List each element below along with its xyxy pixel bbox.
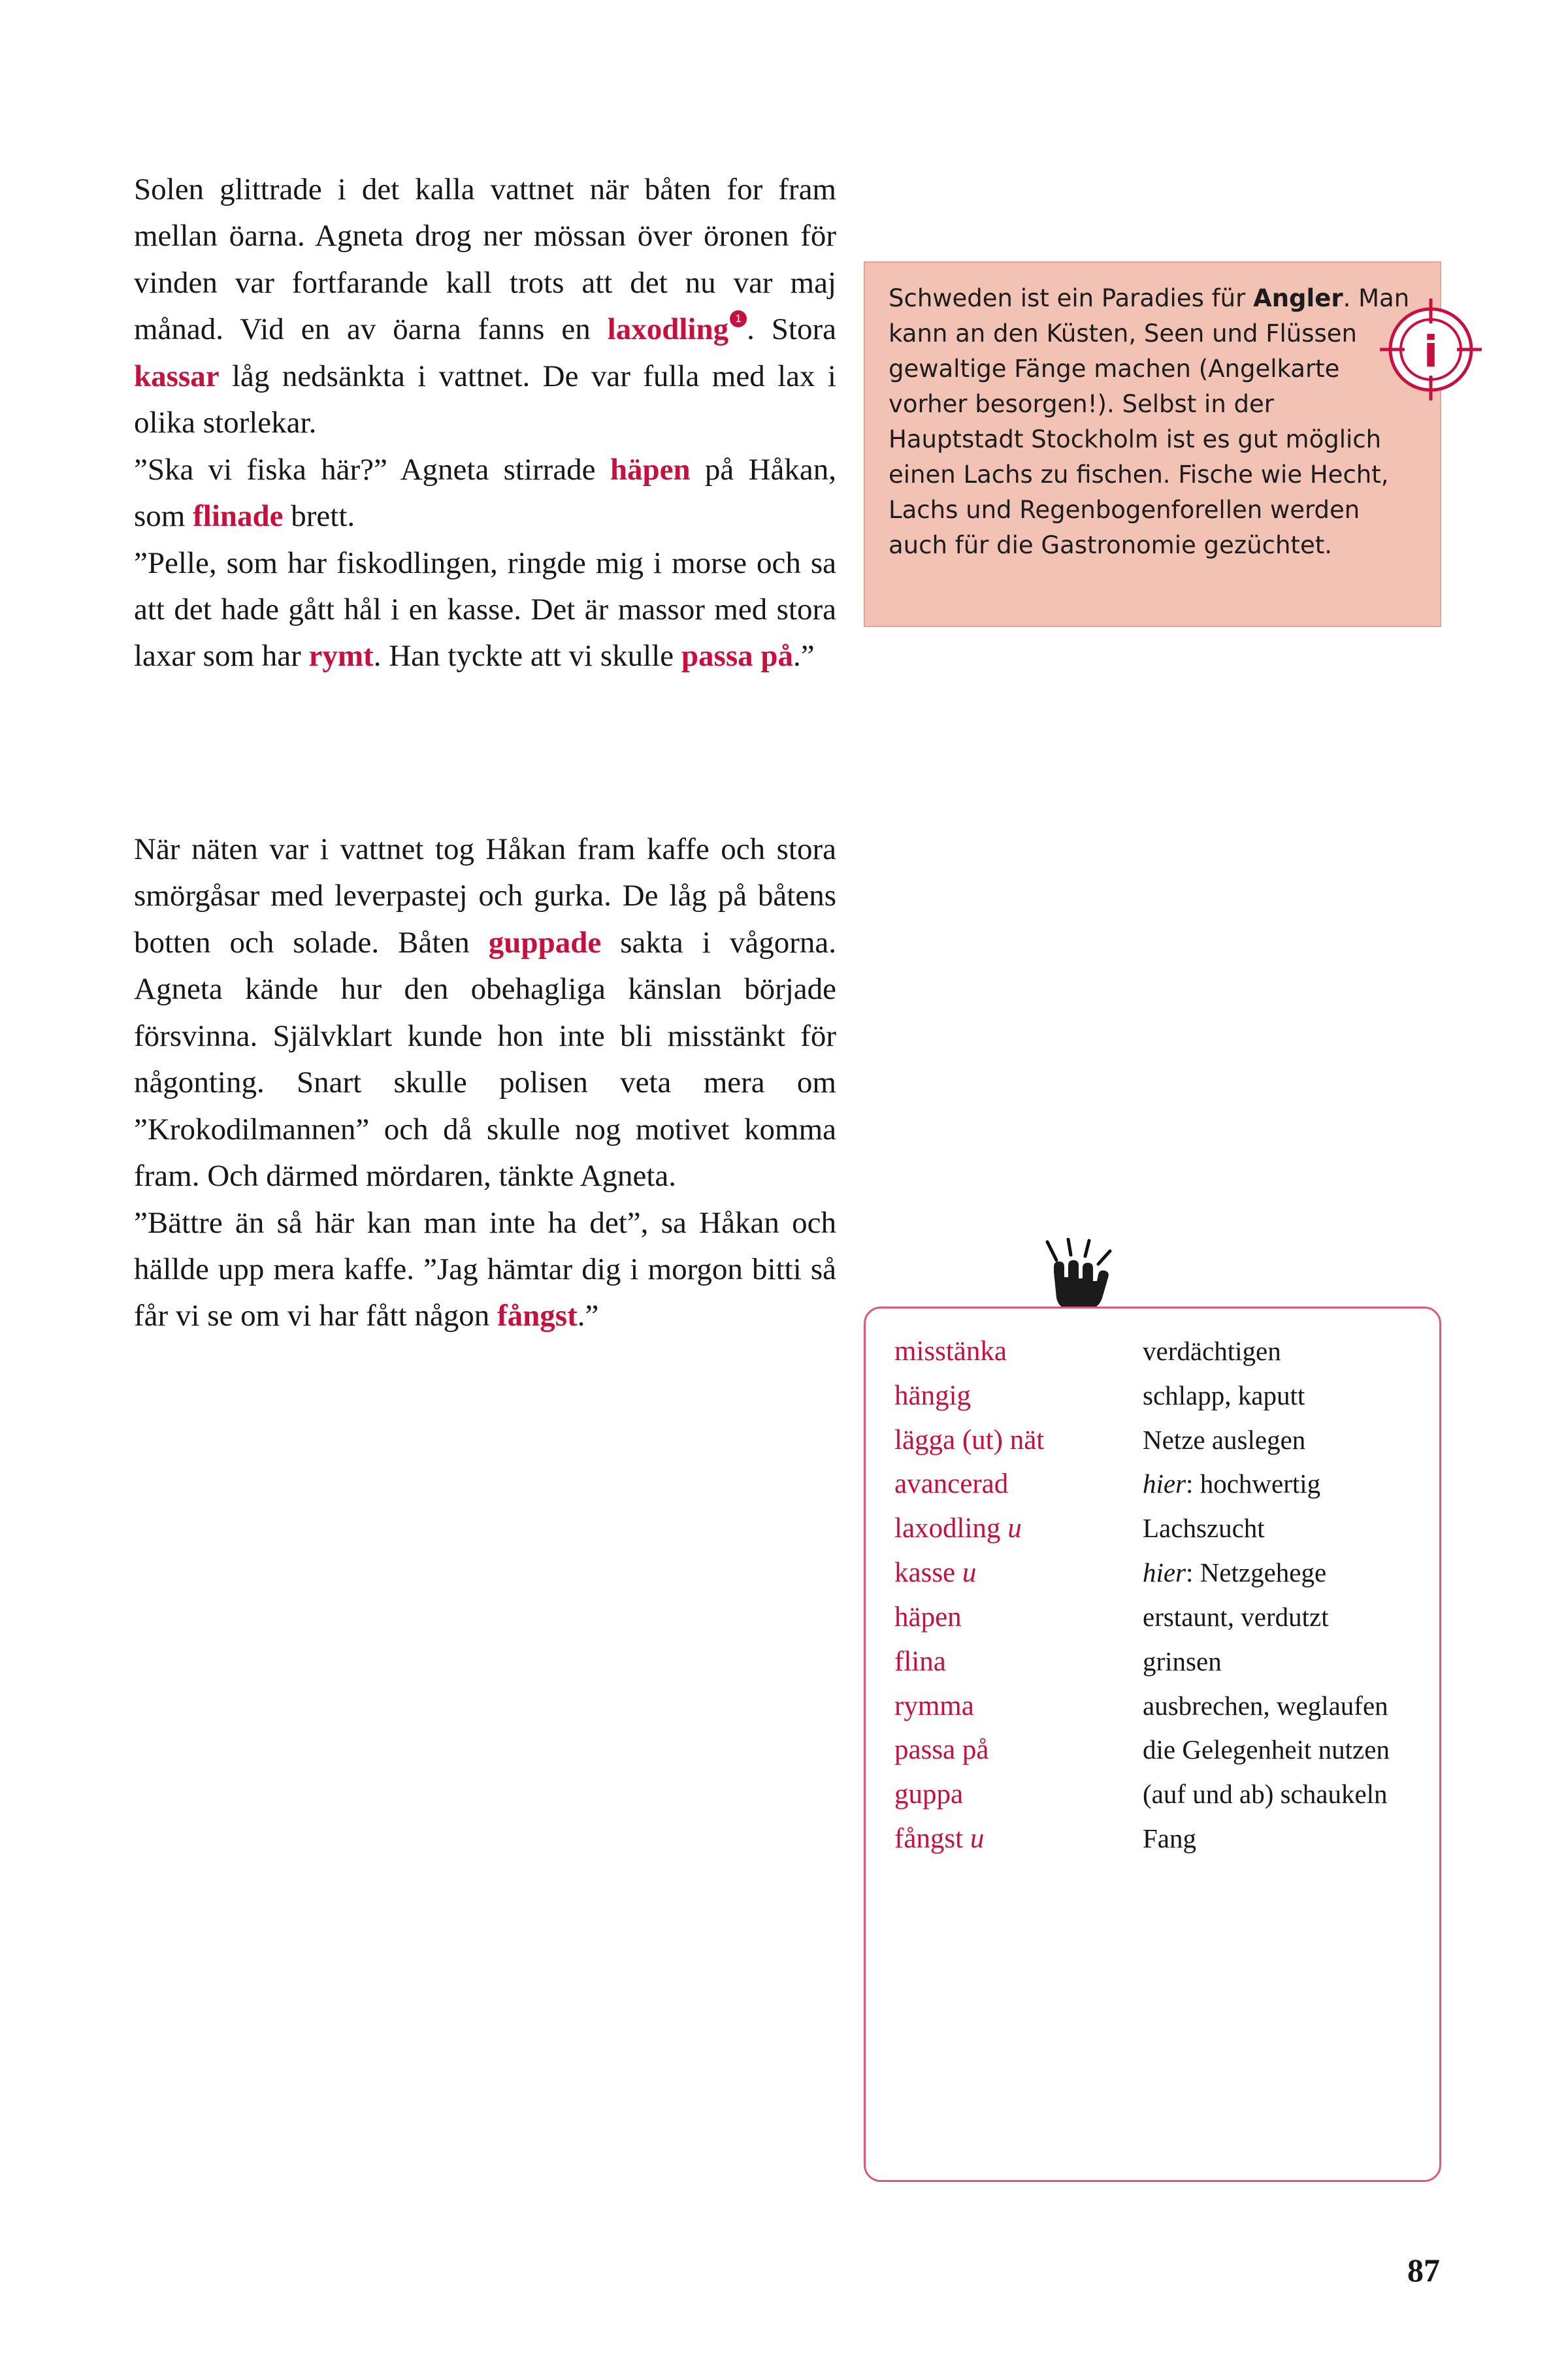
glossary-row bbox=[894, 1822, 1417, 1855]
glossary-term: guppa bbox=[894, 1779, 964, 1810]
glossary-row bbox=[894, 1379, 1417, 1412]
glossary-translation: erstaunt, verdutzt bbox=[1143, 1601, 1329, 1632]
hand-icon bbox=[1042, 1238, 1127, 1316]
info-box-segment-1: Angler bbox=[1253, 284, 1343, 312]
glossary-row bbox=[894, 1512, 1417, 1545]
glossary-translation: verdächtigen bbox=[1143, 1336, 1281, 1366]
paragraph-1-text-a: Solen glittrade i det kalla vattnet när båten for fram mellan öarna. Agneta drog ner mössan över öronen för vinden var fortfarande kall trots att det nu var maj månad. Vid en av öarna fanns en bbox=[134, 172, 836, 347]
glossary-list bbox=[894, 1335, 1417, 1855]
glossary-translation: Fang bbox=[1143, 1823, 1196, 1854]
paragraph-5-text-a: ”Bättre än så här kan man inte ha det”, sa Håkan och hällde upp mera kaffe. ”Jag hämtar dig i morgon bitti så får vi se om vi har fått någon bbox=[134, 1205, 836, 1333]
glossary-translation: die Gelegenheit nutzen bbox=[1143, 1734, 1390, 1765]
glossary-row bbox=[894, 1601, 1417, 1634]
page-number: 87 bbox=[1407, 2252, 1440, 2288]
glossary-row bbox=[894, 1335, 1417, 1368]
glossary-translation: Lachszucht bbox=[1143, 1513, 1265, 1544]
info-box-text bbox=[889, 284, 1409, 559]
glossary-term: avancerad bbox=[894, 1469, 1009, 1500]
glossary-term: passa på bbox=[894, 1734, 989, 1766]
paragraph-3-text-b: . Han tyckte att vi skulle bbox=[373, 639, 681, 674]
glossary-translation: hier: Netzgehege bbox=[1143, 1557, 1327, 1588]
keyword-flinade: flinade bbox=[193, 499, 284, 534]
paragraph-2-text-a: ”Ska vi fiska här?” Agneta stirrade bbox=[134, 452, 610, 487]
glossary-translation: hier: hochwertig bbox=[1143, 1469, 1321, 1499]
glossary-term: flina bbox=[894, 1646, 946, 1677]
glossary-translation: Netze auslegen bbox=[1143, 1424, 1306, 1455]
glossary-row bbox=[894, 1645, 1417, 1678]
glossary-term: rymma bbox=[894, 1690, 974, 1721]
glossary-row bbox=[894, 1467, 1417, 1501]
glossary-row bbox=[894, 1423, 1417, 1457]
paragraph-3-text-c: .” bbox=[793, 639, 815, 674]
glossary-term: fångst u bbox=[894, 1823, 985, 1855]
keyword-kassar: kassar bbox=[134, 359, 220, 393]
paragraph-2-text-c: brett. bbox=[283, 499, 355, 534]
glossary-term: häpen bbox=[894, 1601, 962, 1633]
glossary-row bbox=[894, 1733, 1417, 1766]
paragraph-3-text-a: ”Pelle, som har fiskodlingen, ringde mig i morse och sa att det hade gått hål i en kasse. Det är massor med stora laxar som har bbox=[134, 545, 836, 674]
keyword-hapen: häpen bbox=[610, 452, 691, 487]
glossary-translation: ausbrechen, weglaufen bbox=[1143, 1690, 1388, 1721]
glossary-term: misstänka bbox=[894, 1336, 1007, 1367]
glossary-translation: grinsen bbox=[1143, 1646, 1222, 1676]
glossary-row bbox=[894, 1689, 1417, 1723]
glossary-term: hängig bbox=[894, 1380, 972, 1411]
paragraph-5-text-b: .” bbox=[577, 1299, 599, 1333]
paragraph-1-text-b: . Stora bbox=[747, 312, 836, 347]
glossary-row bbox=[894, 1556, 1417, 1589]
glossary-translation: schlapp, kaputt bbox=[1143, 1380, 1305, 1410]
paragraph-4-text-a: När näten var i vattnet tog Håkan fram kaffe och stora smörgåsar med leverpastej och gurka. De låg på båtens botten och solade. Båten bbox=[134, 832, 836, 960]
paragraph-2-text-b: på Håkan, som bbox=[134, 452, 836, 534]
keyword-guppade: guppade bbox=[488, 925, 602, 960]
paragraph-1-text-c: låg nedsänkta i vattnet. De var fulla med lax i olika storlekar. bbox=[134, 359, 836, 440]
glossary-term: laxodling u bbox=[894, 1513, 1022, 1544]
glossary-box bbox=[864, 1307, 1441, 2182]
info-icon bbox=[1379, 297, 1483, 402]
footnote-marker-1: 1 bbox=[730, 310, 747, 327]
keyword-fangst: fångst bbox=[497, 1299, 578, 1333]
info-box-segment-0: Schweden ist ein Paradies für bbox=[889, 284, 1254, 312]
glossary-row bbox=[894, 1778, 1417, 1811]
keyword-rymt: rymt bbox=[308, 639, 374, 674]
glossary-term: lägga (ut) nät bbox=[894, 1424, 1045, 1455]
keyword-passa-pa: passa på bbox=[681, 639, 794, 674]
paragraph-4-text-b: sakta i vågorna. Agneta kände hur den obehagliga känslan började försvinna. Självklart kunde hon inte bli misstänkt för någonting. Snart skulle polisen veta mera om ”Krokodilmannen” och då skulle nog motivet komma fram. Och därmed mördaren, tänkte Agneta. bbox=[134, 925, 836, 1194]
info-box bbox=[864, 261, 1441, 627]
info-box-segment-2: . Man kann an den Küsten, Seen und Flüssen gewaltige Fänge machen (Angelkarte vorher besorgen!). Selbst in der Hauptstadt Stockholm ist es gut möglich einen Lachs zu fischen. Fische wie Hecht, Lachs und Regenbogenforellen werden auch für die Gastronomie gezüchtet. bbox=[889, 284, 1410, 560]
glossary-translation: (auf und ab) schaukeln bbox=[1143, 1779, 1388, 1810]
svg-text:i: i bbox=[1423, 327, 1439, 377]
keyword-laxodling: laxodling bbox=[607, 312, 729, 347]
glossary-term: kasse u bbox=[894, 1557, 977, 1589]
